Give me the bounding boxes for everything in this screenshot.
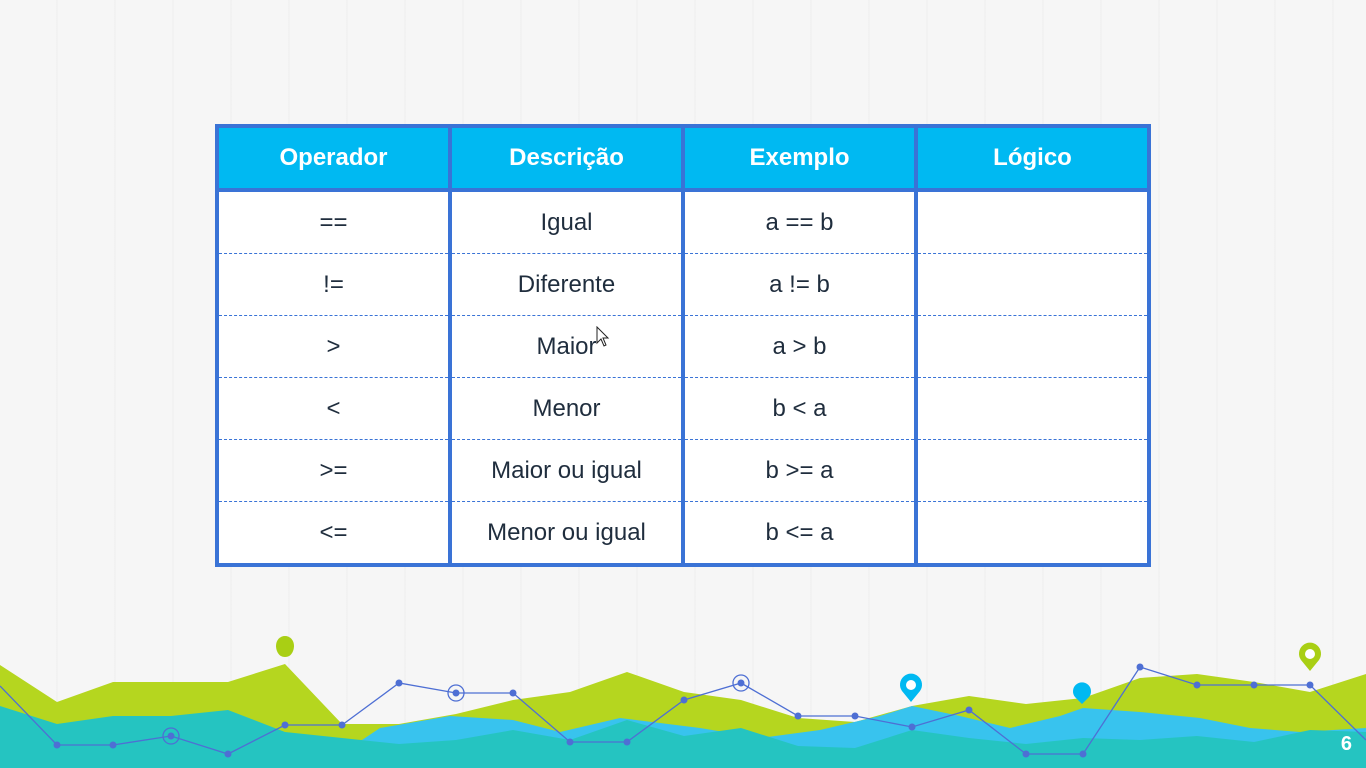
table-row [217,378,1149,440]
header-exemplo: Exemplo [683,126,916,190]
operator-cell: > [217,316,450,378]
operator-cell: >= [217,440,450,502]
operator-cell: <= [217,502,450,566]
operator-cell: < [217,378,450,440]
operator-cell: == [217,190,450,254]
description-cell: Igual [450,190,683,254]
header-descricao: Descrição [450,126,683,190]
logical-cell [916,316,1149,378]
page-number: 6 [1340,733,1352,755]
table-row [217,190,1149,254]
map-pin-icon [276,636,294,657]
table-row [217,254,1149,316]
logical-cell [916,502,1149,566]
description-cell: Maior [450,316,683,378]
description-cell: Maior ou igual [450,440,683,502]
example-cell: b >= a [683,440,916,502]
operators-table [215,124,1151,567]
mouse-cursor-icon [596,326,610,348]
logical-cell [916,378,1149,440]
table-row [217,440,1149,502]
description-cell: Menor [450,378,683,440]
operator-cell: != [217,254,450,316]
table-row [217,502,1149,566]
example-cell: a == b [683,190,916,254]
bottom-decoration [0,620,1366,768]
description-cell: Menor ou igual [450,502,683,566]
logical-cell [916,190,1149,254]
map-pin-icon [1299,643,1321,671]
description-cell: Diferente [450,254,683,316]
example-cell: b <= a [683,502,916,566]
map-pin-icon [900,674,922,702]
example-cell: a != b [683,254,916,316]
header-logico: Lógico [916,126,1149,190]
example-cell: b < a [683,378,916,440]
table-row [217,316,1149,378]
header-operador: Operador [217,126,450,190]
logical-cell [916,254,1149,316]
table-header-row [217,126,1149,190]
logical-cell [916,440,1149,502]
example-cell: a > b [683,316,916,378]
